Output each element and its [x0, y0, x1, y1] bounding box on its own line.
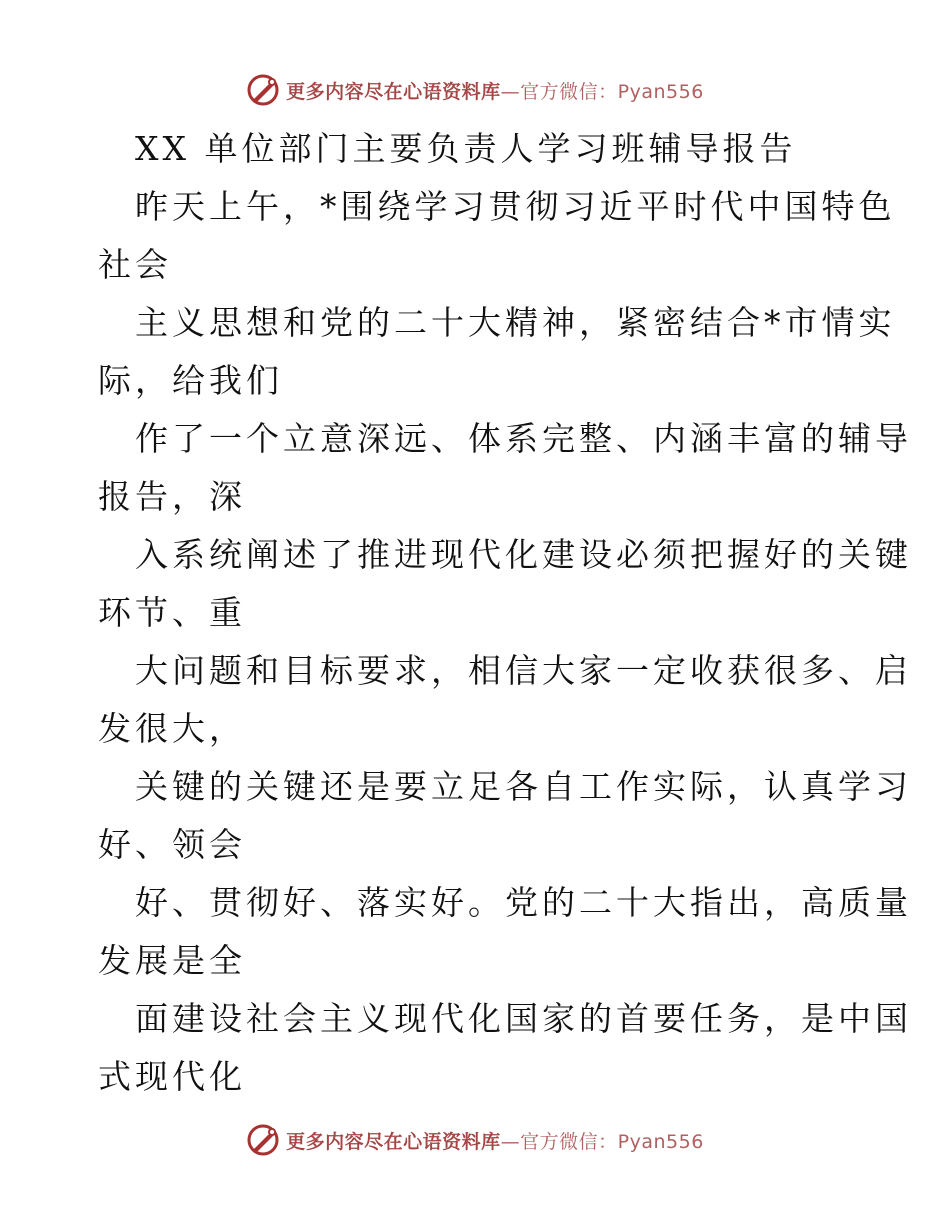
- paragraph-line: 面建设社会主义现代化国家的首要任务，是中国: [135, 999, 912, 1038]
- pen-logo-icon: [246, 73, 280, 107]
- paragraph-line: 作了一个立意深远、体系完整、内涵丰富的辅导: [135, 419, 912, 458]
- watermark-suffix: —官方微信：Pyan556: [500, 80, 704, 103]
- watermark-prefix: 更多内容尽在心语资料库: [286, 1130, 501, 1153]
- paragraph-line: 好、贯彻好、落实好。党的二十大指出，高质量: [135, 883, 912, 922]
- paragraph-line: 社会: [98, 245, 172, 284]
- paragraph-line: 发很大，: [98, 709, 246, 748]
- header-watermark: [0, 70, 950, 110]
- paragraph-line: 关键的关键还是要立足各自工作实际，认真学习: [135, 767, 912, 806]
- paragraph-line: 好、领会: [98, 825, 246, 864]
- paragraph-line: 昨天上午，*围绕学习贯彻习近平时代中国特色: [135, 187, 896, 226]
- footer-watermark: [0, 1120, 950, 1160]
- document-title: XX 单位部门主要负责人学习班辅导报告: [135, 129, 797, 168]
- watermark-prefix: 更多内容尽在心语资料库: [286, 80, 501, 103]
- paragraph-line: 主义思想和党的二十大精神，紧密结合*市情实: [135, 303, 896, 342]
- paragraph-line: 报告，深: [98, 477, 246, 516]
- pen-logo-icon: [246, 1123, 280, 1157]
- watermark-text: [286, 77, 704, 104]
- paragraph-line: 发展是全: [98, 941, 246, 980]
- paragraph-line: 环节、重: [98, 593, 246, 632]
- paragraph-line: 际，给我们: [98, 361, 283, 400]
- paragraph-line: 大问题和目标要求，相信大家一定收获很多、启: [135, 651, 912, 690]
- paragraph-line: 入系统阐述了推进现代化建设必须把握好的关键: [135, 535, 912, 574]
- watermark-suffix: —官方微信：Pyan556: [500, 1130, 704, 1153]
- watermark-text: [286, 1127, 704, 1154]
- paragraph-line: 式现代化: [98, 1057, 246, 1096]
